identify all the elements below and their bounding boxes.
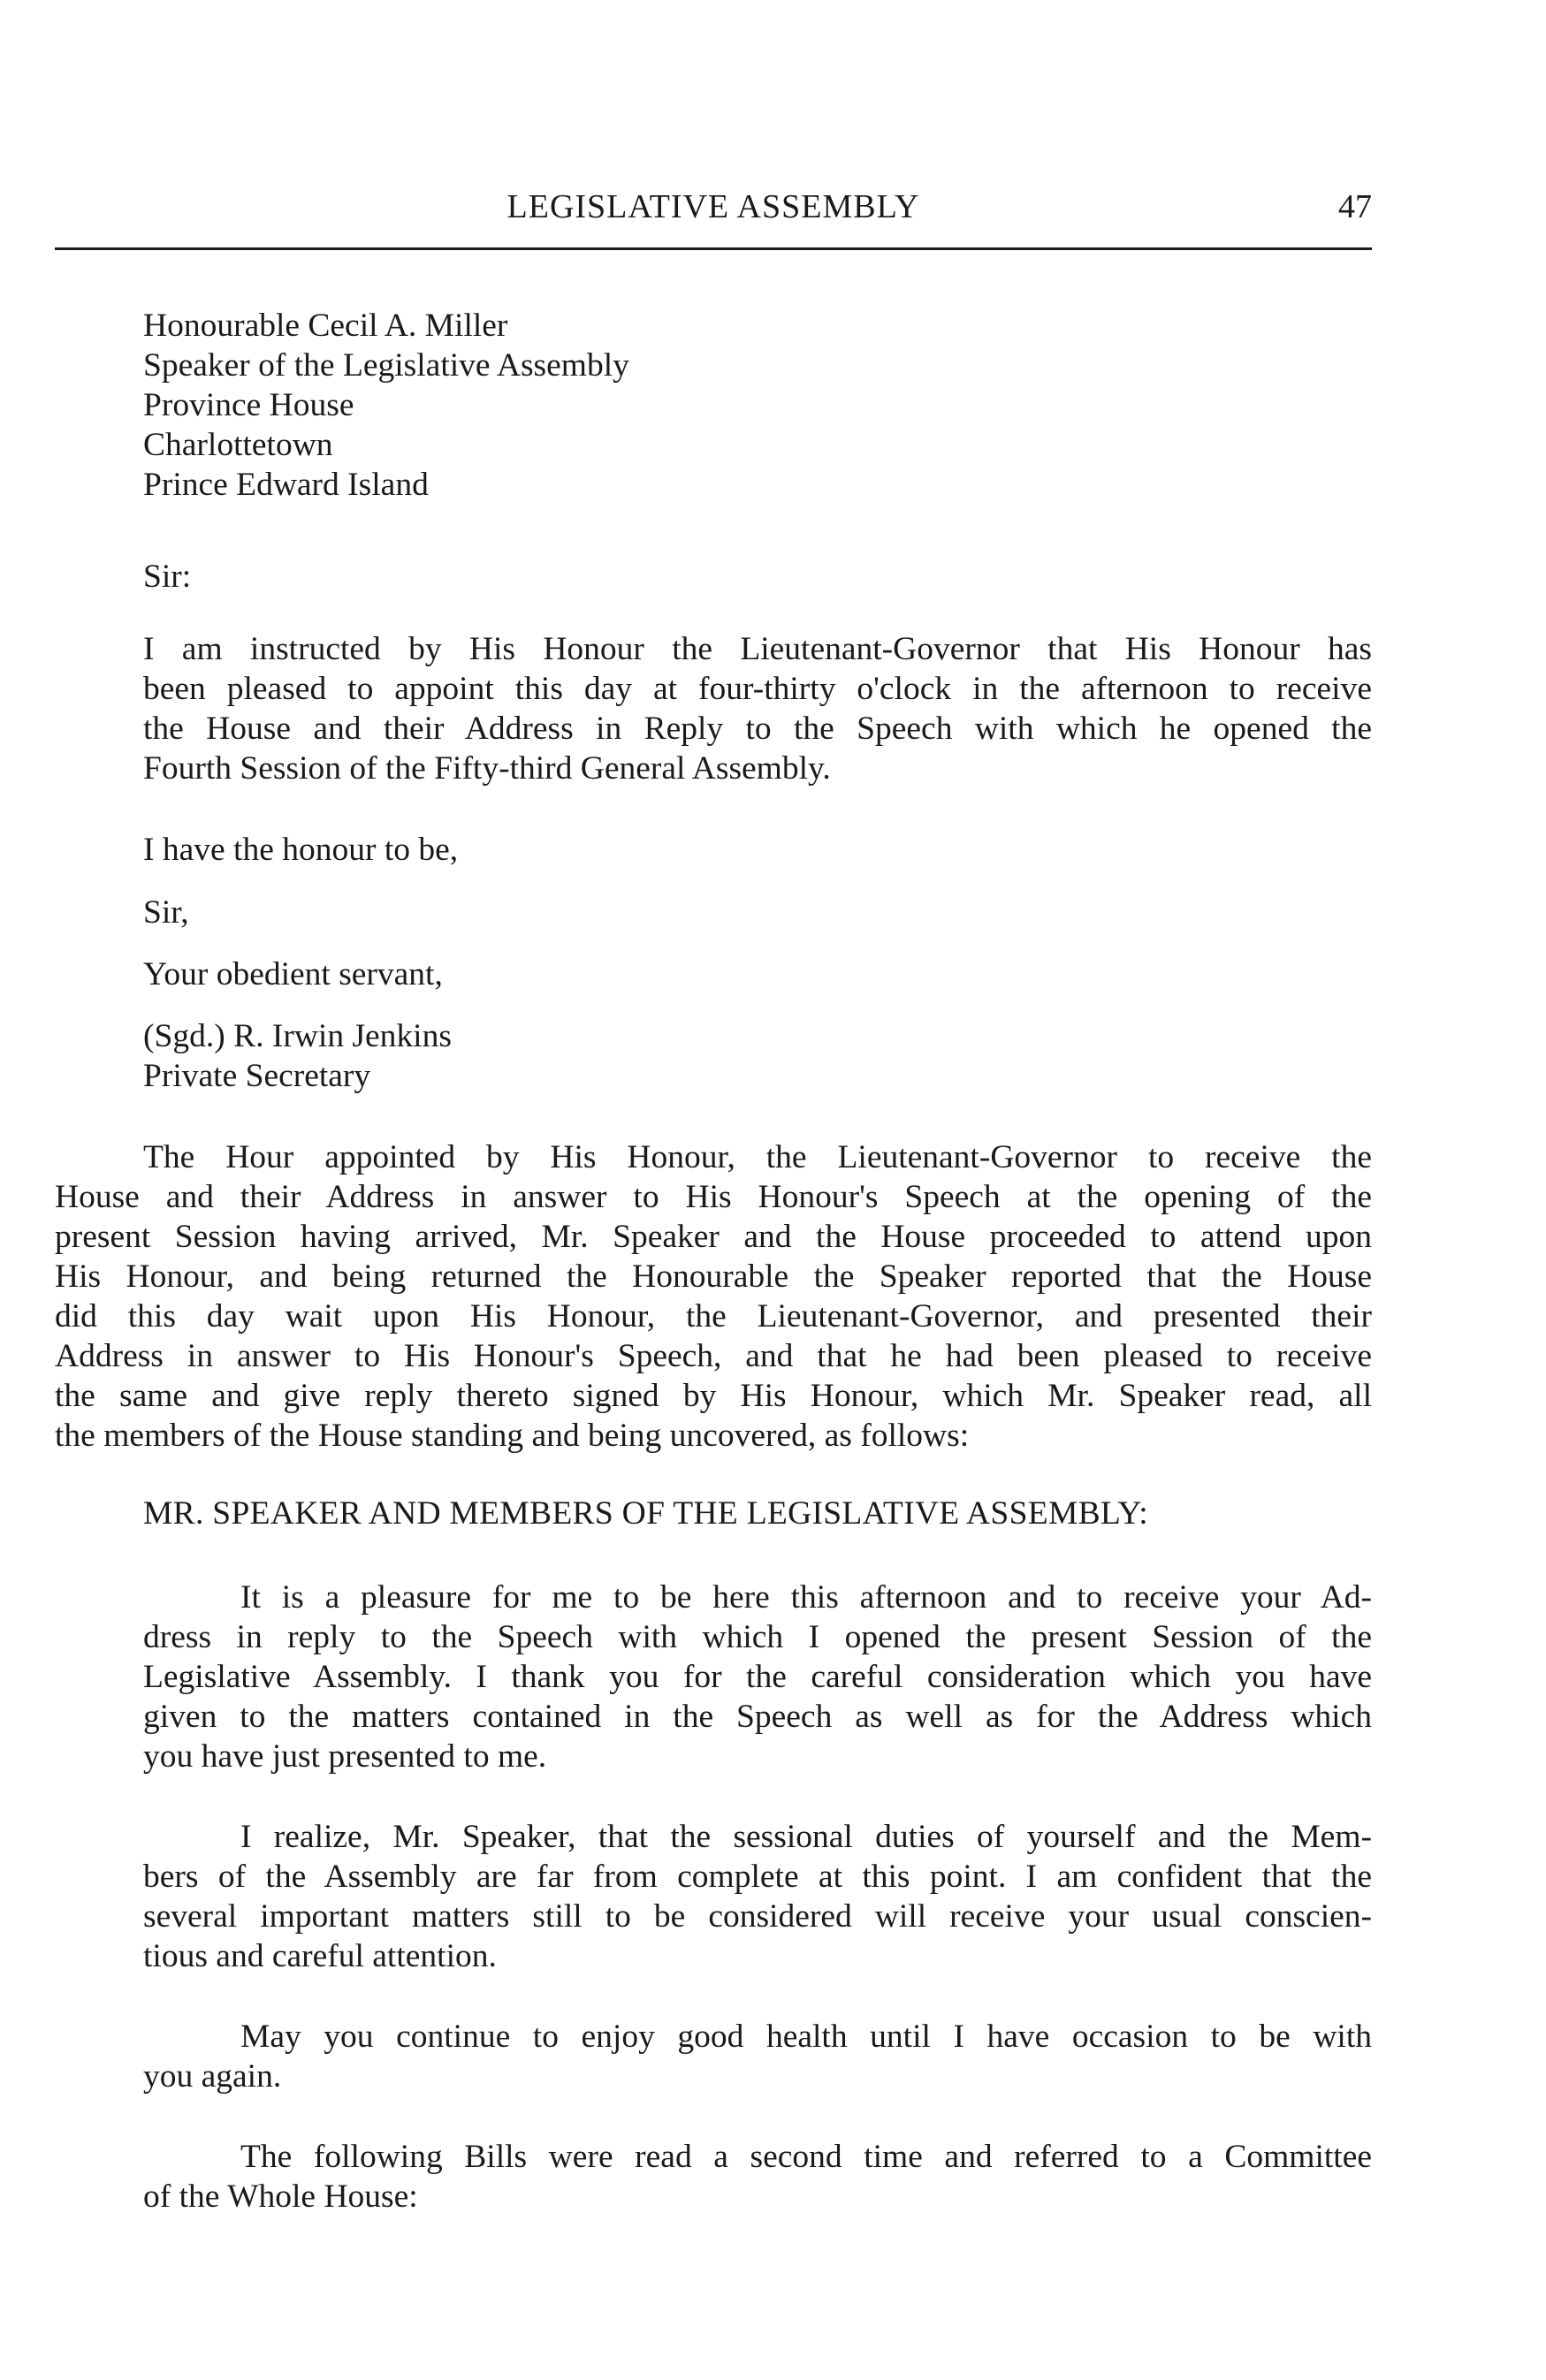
page-header-title: LEGISLATIVE ASSEMBLY: [506, 188, 920, 225]
address-line: Province House: [143, 387, 354, 423]
narrative-paragraph: [55, 1137, 1372, 1456]
narrative-line: present Session having arrived, Mr. Speaker and the House proceeded to attend upon: [55, 1219, 1372, 1255]
reply-line: you have just presented to me.: [143, 1738, 547, 1775]
reply-line: It is a pleasure for me to be here this afternoon and to receive your Ad-: [240, 1579, 1372, 1616]
letter-line: been pleased to appoint this day at four-thirty o'clock in the afternoon to receive: [143, 671, 1372, 707]
reply-line: tious and careful attention.: [143, 1938, 497, 1974]
letter-line: the House and their Address in Reply to the Speech with which he opened the: [143, 711, 1372, 747]
address-line: Speaker of the Legislative Assembly: [143, 347, 629, 384]
page-number: 47: [1338, 188, 1372, 225]
letter-salutation: [143, 557, 1372, 597]
narrative-line: His Honour, and being returned the Honourable the Speaker reported that the House: [55, 1258, 1372, 1295]
reply-paragraph-2: [143, 1817, 1372, 1976]
narrative-line: House and their Address in answer to His Honour's Speech at the opening of the: [55, 1179, 1372, 1215]
reply-heading: [143, 1494, 1372, 1533]
closing-servant: [143, 954, 1372, 994]
letter-body: [143, 629, 1372, 788]
letter-line: Fourth Session of the Fifty-third General Assembly.: [143, 750, 831, 787]
reply-line: May you continue to enjoy good health until I have occasion to be with: [240, 2019, 1372, 2055]
reply-line: you again.: [143, 2058, 282, 2095]
recipient-address: [143, 306, 1372, 505]
closing-honour: [143, 830, 1372, 870]
reply-line: bers of the Assembly are far from complete at this point. I am confident that the: [143, 1859, 1372, 1895]
narrative-line: The Hour appointed by His Honour, the Lieutenant-Governor to receive the: [143, 1139, 1372, 1175]
salutation-text: Sir:: [143, 559, 192, 595]
signature-text: (Sgd.) R. Irwin Jenkins: [143, 1018, 452, 1054]
address-line: Prince Edward Island: [143, 467, 429, 503]
narrative-line: the members of the House standing and being uncovered, as follows:: [55, 1418, 970, 1454]
reply-line: I realize, Mr. Speaker, that the sessional duties of yourself and the Mem-: [240, 1819, 1372, 1855]
address-line: Honourable Cecil A. Miller: [143, 308, 508, 344]
reply-paragraph-1: [143, 1578, 1372, 1776]
narrative-line: Address in answer to His Honour's Speech, and that he had been pleased to receive: [55, 1338, 1372, 1374]
closing-sir: [143, 893, 1372, 932]
bills-line: of the Whole House:: [143, 2178, 418, 2215]
reply-line: Legislative Assembly. I thank you for the careful consideration which you have: [143, 1659, 1372, 1695]
reply-line: given to the matters contained in the Speech as well as for the Address which: [143, 1699, 1372, 1735]
signature-title: Private Secretary: [143, 1058, 371, 1094]
bills-line: The following Bills were read a second time and referred to a Committee: [240, 2139, 1372, 2175]
narrative-line: did this day wait upon His Honour, the Lieutenant-Governor, and presented their: [55, 1298, 1372, 1334]
reply-line: several important matters still to be considered will receive your usual conscien-: [143, 1898, 1372, 1935]
header-rule: [55, 247, 1372, 250]
reply-line: dress in reply to the Speech with which I opened the present Session of the: [143, 1619, 1372, 1655]
letter-line: I am instructed by His Honour the Lieutenant-Governor that His Honour has: [143, 631, 1372, 667]
narrative-line: the same and give reply thereto signed by His Honour, which Mr. Speaker read, all: [55, 1378, 1372, 1414]
address-line: Charlottetown: [143, 427, 333, 463]
page-header: [55, 187, 1372, 240]
closing-sir-text: Sir,: [143, 894, 189, 931]
closing-honour-text: I have the honour to be,: [143, 832, 459, 868]
signature-block: [143, 1016, 1372, 1096]
reply-heading-text: MR. SPEAKER AND MEMBERS OF THE LEGISLATIVE ASSEMBLY:: [143, 1495, 1149, 1532]
reply-paragraph-3: [143, 2017, 1372, 2096]
bills-paragraph: [143, 2137, 1372, 2217]
closing-servant-text: Your obedient servant,: [143, 956, 443, 992]
